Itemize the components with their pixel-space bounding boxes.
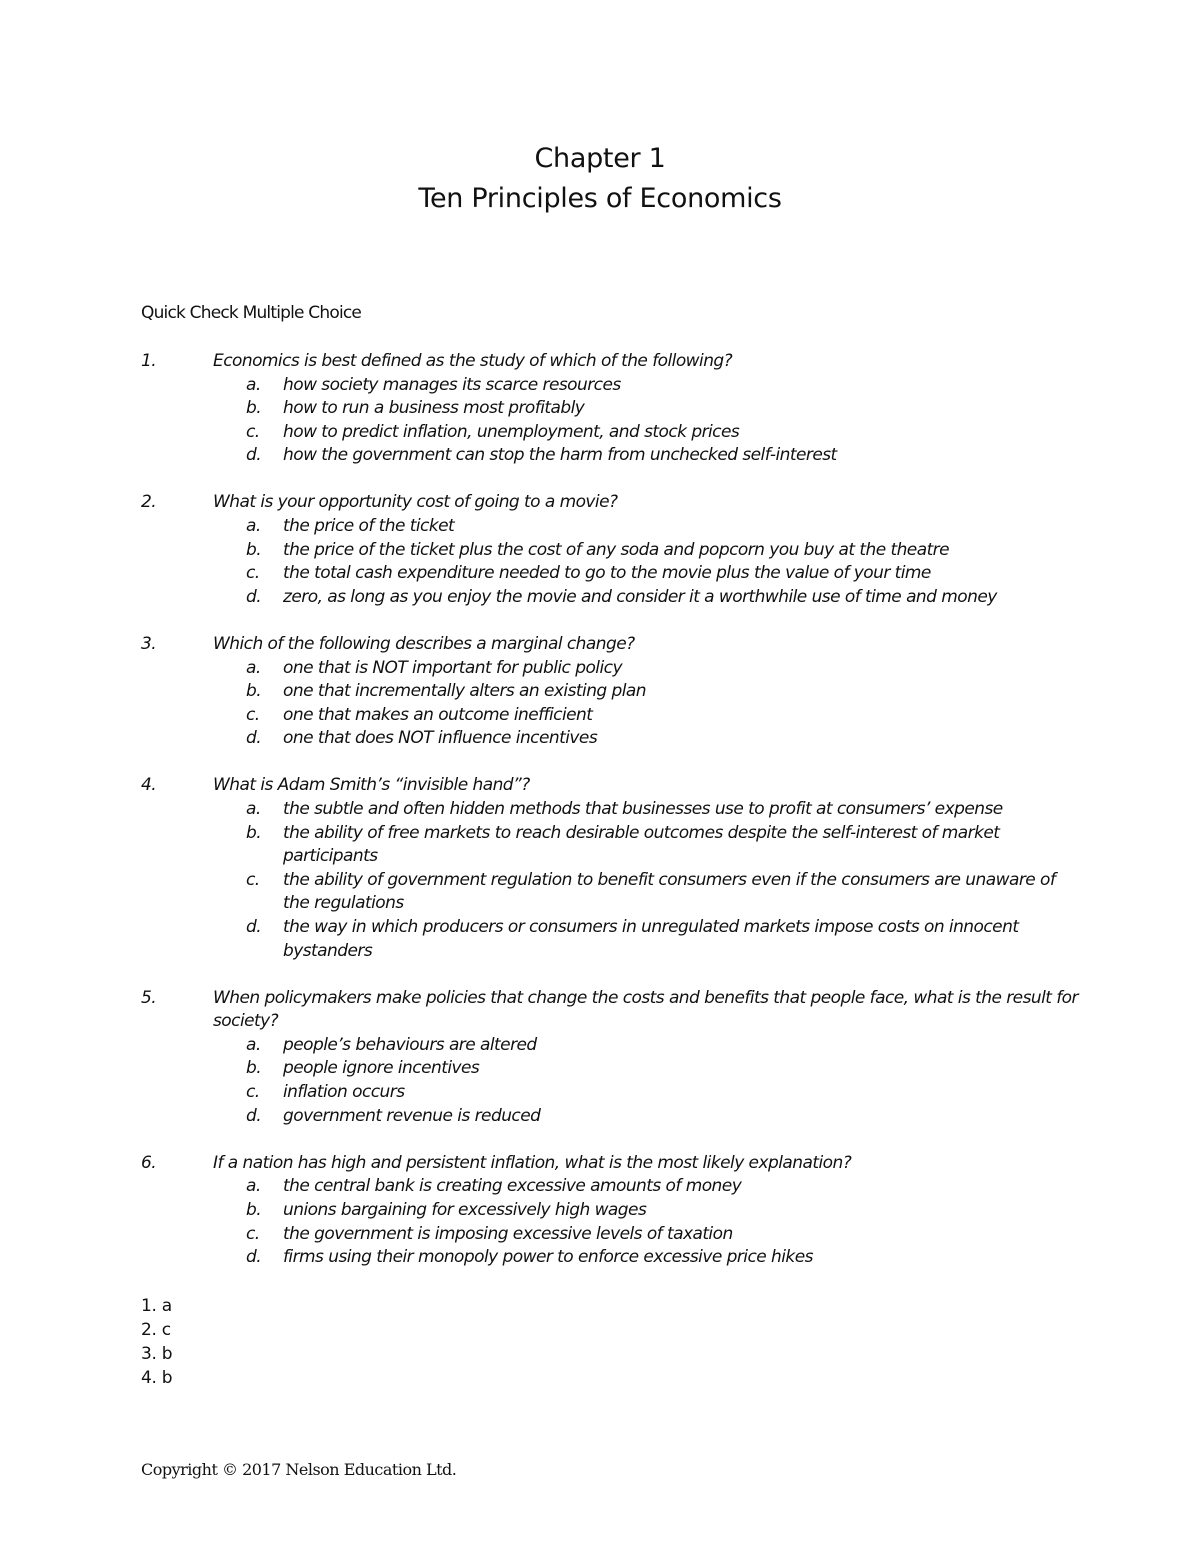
answer-option <box>141 1246 1081 1270</box>
option-text: one that makes an outcome inefficient <box>283 704 593 725</box>
answer-option <box>141 562 1081 586</box>
answer-key-item: 4. b <box>141 1368 173 1388</box>
option-text: firms using their monopoly power to enforce excessive price hikes <box>283 1247 813 1268</box>
answer-option <box>141 1175 1081 1199</box>
question-number: 6. <box>141 1152 157 1173</box>
option-letter: b. <box>246 822 262 843</box>
option-text: unions bargaining for excessively high wages <box>283 1199 647 1220</box>
copyright-notice: Copyright © 2017 Nelson Education Ltd. <box>141 1460 457 1479</box>
option-text: one that is NOT important for public policy <box>283 657 622 678</box>
question-text: When policymakers make policies that change the costs and benefits that people face, what is the result for society? <box>213 987 1078 1032</box>
question-stem <box>141 987 1081 1034</box>
option-letter: a. <box>246 799 261 819</box>
chapter-subtitle: Ten Principles of Economics <box>418 183 782 214</box>
question-stem <box>141 774 1081 798</box>
option-text: one that incrementally alters an existing plan <box>283 681 647 702</box>
question-stem <box>141 633 1081 657</box>
answer-option <box>141 374 1081 398</box>
option-text: the way in which producers or consumers in unregulated markets impose costs on innocent bystanders <box>283 916 1019 961</box>
option-text: the ability of government regulation to benefit consumers even if the consumers are unaware of the regulations <box>283 869 1056 914</box>
question-number: 5. <box>141 987 157 1008</box>
answer-option <box>141 1223 1081 1247</box>
option-text: the price of the ticket <box>283 516 455 537</box>
option-text: zero, as long as you enjoy the movie and consider it a worthwhile use of time and money <box>283 586 997 607</box>
answer-key <box>141 1294 172 1390</box>
option-letter: b. <box>246 1199 262 1220</box>
answer-key-item: 3. b <box>141 1344 173 1364</box>
answer-option <box>141 657 1081 681</box>
answer-option <box>141 444 1081 468</box>
answer-option <box>141 1057 1081 1081</box>
question-item <box>141 350 1081 468</box>
question-stem <box>141 1152 1081 1176</box>
option-text: the subtle and often hidden methods that businesses use to profit at consumers’ expense <box>283 799 1003 819</box>
question-number: 2. <box>141 492 157 513</box>
option-text: the ability of free markets to reach desirable outcomes despite the self-interest of market participants <box>283 822 1000 867</box>
answer-option <box>141 704 1081 728</box>
question-stem <box>141 350 1081 374</box>
option-text: inflation occurs <box>283 1082 405 1103</box>
answer-option <box>141 916 1081 963</box>
question-text: Economics is best defined as the study of which of the following? <box>213 351 733 371</box>
question-item <box>141 633 1081 751</box>
answer-option <box>141 1105 1081 1129</box>
option-letter: a. <box>246 657 261 678</box>
option-text: how to run a business most profitably <box>283 398 585 419</box>
option-text: the total cash expenditure needed to go to the movie plus the value of your time <box>283 563 931 584</box>
question-text: What is Adam Smith’s “invisible hand”? <box>213 775 530 796</box>
option-text: one that does NOT influence incentives <box>283 728 598 749</box>
question-stem <box>141 491 1081 515</box>
option-letter: d. <box>246 1247 262 1268</box>
answer-option <box>141 1034 1081 1058</box>
option-text: how society manages its scarce resources <box>283 374 621 395</box>
option-letter: b. <box>246 681 262 702</box>
option-letter: c. <box>246 421 260 442</box>
option-text: the government is imposing excessive levels of taxation <box>283 1223 733 1244</box>
question-item <box>141 491 1081 609</box>
option-text: people’s behaviours are altered <box>283 1034 537 1055</box>
option-letter: a. <box>246 1176 261 1197</box>
option-letter: a. <box>246 516 261 537</box>
option-text: how to predict inflation, unemployment, and stock prices <box>283 421 740 442</box>
option-letter: c. <box>246 563 260 584</box>
option-letter: b. <box>246 1058 262 1079</box>
option-letter: c. <box>246 869 260 890</box>
answer-option <box>141 680 1081 704</box>
question-list <box>141 350 1081 1293</box>
answer-option <box>141 586 1081 610</box>
option-letter: d. <box>246 728 262 749</box>
answer-option <box>141 421 1081 445</box>
option-letter: b. <box>246 539 262 560</box>
option-letter: c. <box>246 1082 260 1103</box>
option-letter: d. <box>246 445 262 466</box>
answer-option <box>141 798 1081 822</box>
question-number: 1. <box>141 351 157 371</box>
question-number: 3. <box>141 633 157 654</box>
option-letter: d. <box>246 1105 262 1126</box>
chapter-title: Chapter 1 <box>534 143 666 174</box>
answer-option <box>141 727 1081 751</box>
question-text: What is your opportunity cost of going to a movie? <box>213 492 618 513</box>
option-letter: d. <box>246 586 262 607</box>
answer-option <box>141 1081 1081 1105</box>
option-letter: c. <box>246 1223 260 1244</box>
question-item <box>141 774 1081 963</box>
answer-option <box>141 397 1081 421</box>
option-text: people ignore incentives <box>283 1058 480 1079</box>
answer-option <box>141 1199 1081 1223</box>
answer-option <box>141 822 1081 869</box>
answer-option <box>141 869 1081 916</box>
question-item <box>141 987 1081 1129</box>
question-number: 4. <box>141 775 157 796</box>
answer-option <box>141 539 1081 563</box>
option-letter: a. <box>246 1034 261 1055</box>
answer-option <box>141 515 1081 539</box>
option-text: government revenue is reduced <box>283 1105 541 1126</box>
answer-key-item: 1. a <box>141 1296 172 1316</box>
option-letter: d. <box>246 916 262 937</box>
option-letter: b. <box>246 398 262 419</box>
option-letter: a. <box>246 374 261 395</box>
answer-key-item: 2. c <box>141 1320 171 1340</box>
option-text: how the government can stop the harm from unchecked self-interest <box>283 445 837 466</box>
option-letter: c. <box>246 704 260 725</box>
option-text: the price of the ticket plus the cost of any soda and popcorn you buy at the theatre <box>283 539 950 560</box>
question-item <box>141 1152 1081 1270</box>
section-heading: Quick Check Multiple Choice <box>141 303 362 323</box>
option-text: the central bank is creating excessive amounts of money <box>283 1176 742 1197</box>
question-text: Which of the following describes a marginal change? <box>213 633 635 654</box>
question-text: If a nation has high and persistent inflation, what is the most likely explanation? <box>213 1152 852 1173</box>
